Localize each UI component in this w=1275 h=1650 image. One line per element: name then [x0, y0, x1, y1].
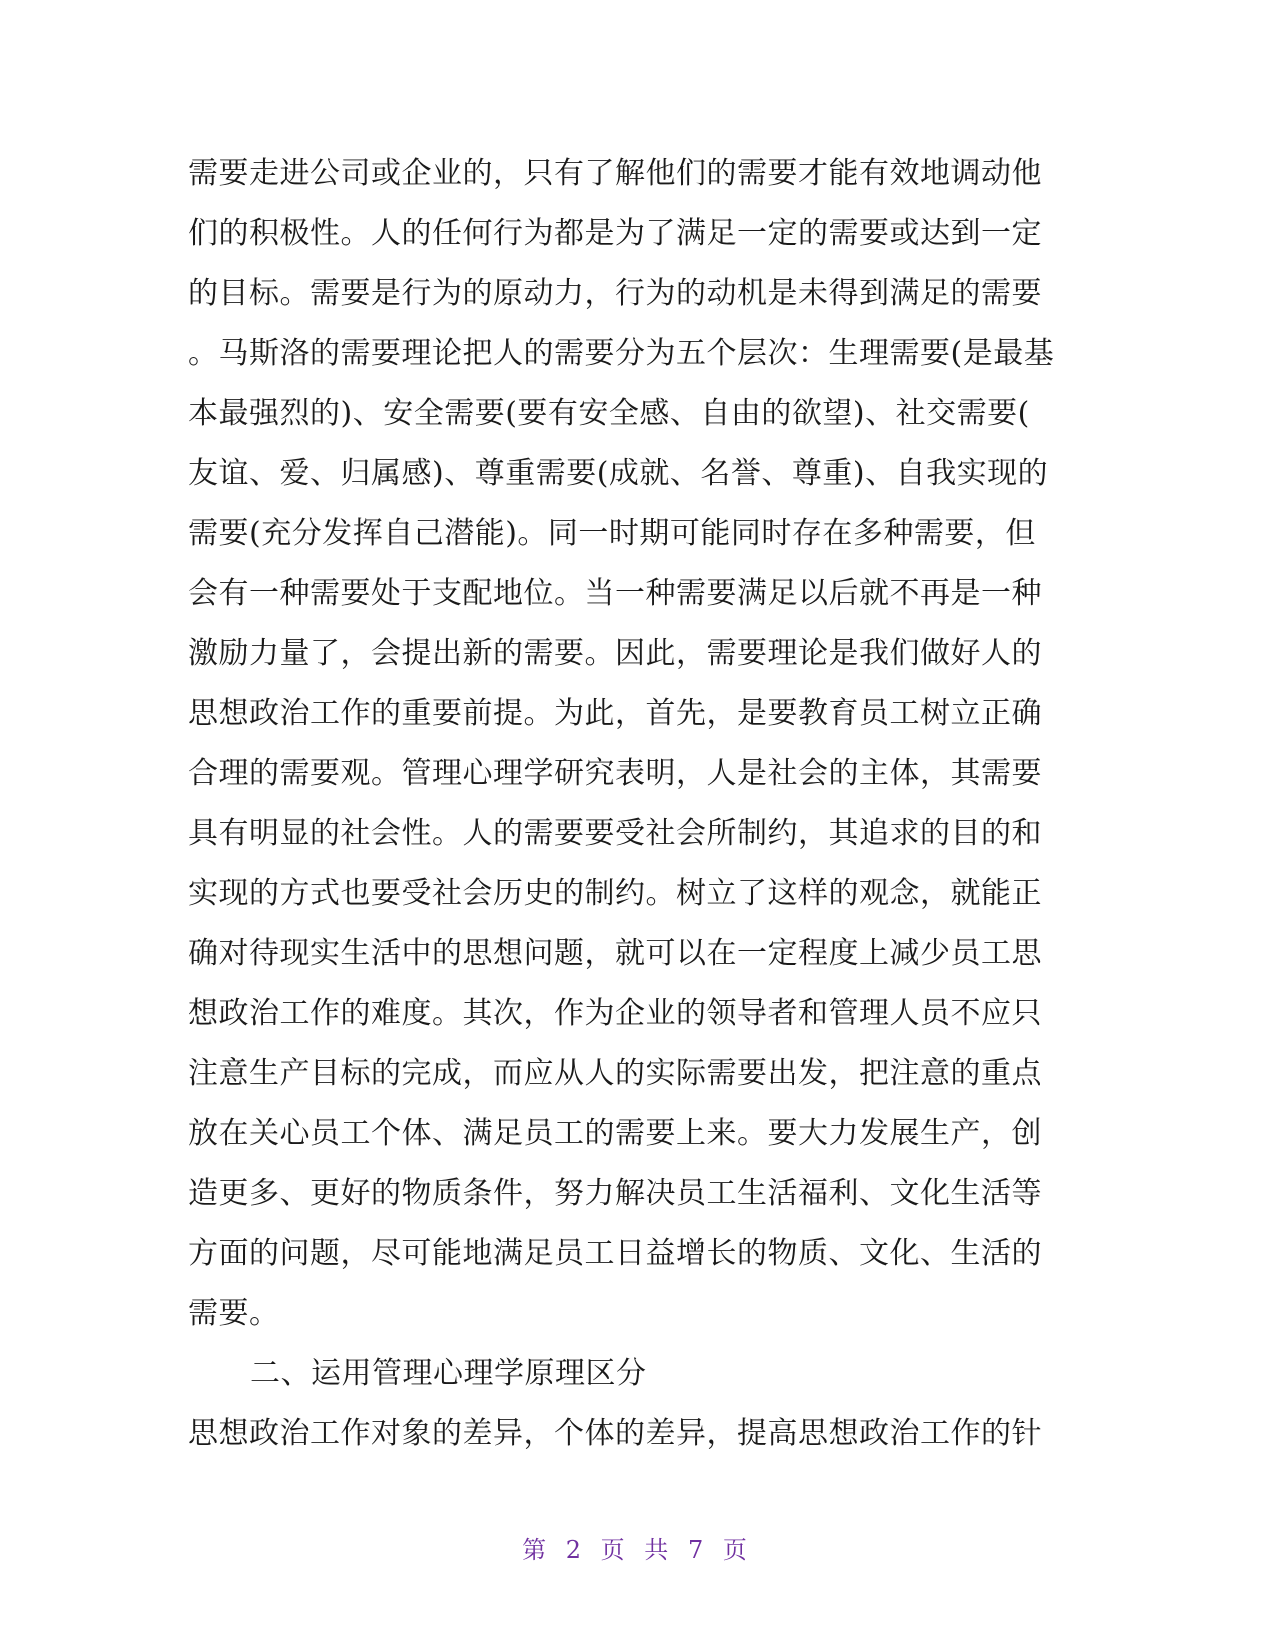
text-line: 合理的需要观。管理心理学研究表明，人是社会的主体，其需要 — [188, 756, 1042, 791]
text-line: 。马斯洛的需要理论把人的需要分为五个层次：生理需要(是最基 — [188, 336, 1055, 371]
text-line: 想政治工作的难度。其次，作为企业的领导者和管理人员不应只 — [188, 996, 1042, 1031]
text-line: 造更多、更好的物质条件，努力解决员工生活福利、文化生活等 — [188, 1176, 1042, 1211]
text-line: 方面的问题，尽可能地满足员工日益增长的物质、文化、生活的 — [188, 1236, 1042, 1271]
text-line: 们的积极性。人的任何行为都是为了满足一定的需要或达到一定 — [188, 216, 1042, 251]
text-line: 需要(充分发挥自己潜能)。同一时期可能同时存在多种需要，但 — [188, 516, 1036, 551]
text-line: 激励力量了，会提出新的需要。因此，需要理论是我们做好人的 — [188, 636, 1042, 671]
text-line: 会有一种需要处于支配地位。当一种需要满足以后就不再是一种 — [188, 576, 1042, 611]
body-text — [188, 144, 1088, 1464]
text-line: 具有明显的社会性。人的需要要受社会所制约，其追求的目的和 — [188, 816, 1042, 851]
text-line: 思想政治工作对象的差异，个体的差异，提高思想政治工作的针 — [188, 1416, 1042, 1451]
text-line: 确对待现实生活中的思想问题，就可以在一定程度上减少员工思 — [188, 936, 1042, 971]
text-line: 思想政治工作的重要前提。为此，首先，是要教育员工树立正确 — [188, 696, 1042, 731]
text-line: 实现的方式也要受社会历史的制约。树立了这样的观念，就能正 — [188, 876, 1042, 911]
section-heading: 二、运用管理心理学原理区分 — [250, 1356, 647, 1391]
text-line: 友谊、爱、归属感)、尊重需要(成就、名誉、尊重)、自我实现的 — [188, 456, 1049, 491]
text-line: 的目标。需要是行为的原动力，行为的动机是未得到满足的需要 — [188, 276, 1042, 311]
text-line: 本最强烈的)、安全需要(要有安全感、自由的欲望)、社交需要( — [188, 396, 1030, 431]
page-number-footer: 第 2 页 共 7 页 — [522, 1536, 753, 1564]
text-line: 需要走进公司或企业的，只有了解他们的需要才能有效地调动他 — [188, 156, 1042, 191]
text-line: 注意生产目标的完成，而应从人的实际需要出发，把注意的重点 — [188, 1056, 1042, 1091]
text-line: 需要。 — [188, 1296, 280, 1331]
text-line: 放在关心员工个体、满足员工的需要上来。要大力发展生产，创 — [188, 1116, 1042, 1151]
